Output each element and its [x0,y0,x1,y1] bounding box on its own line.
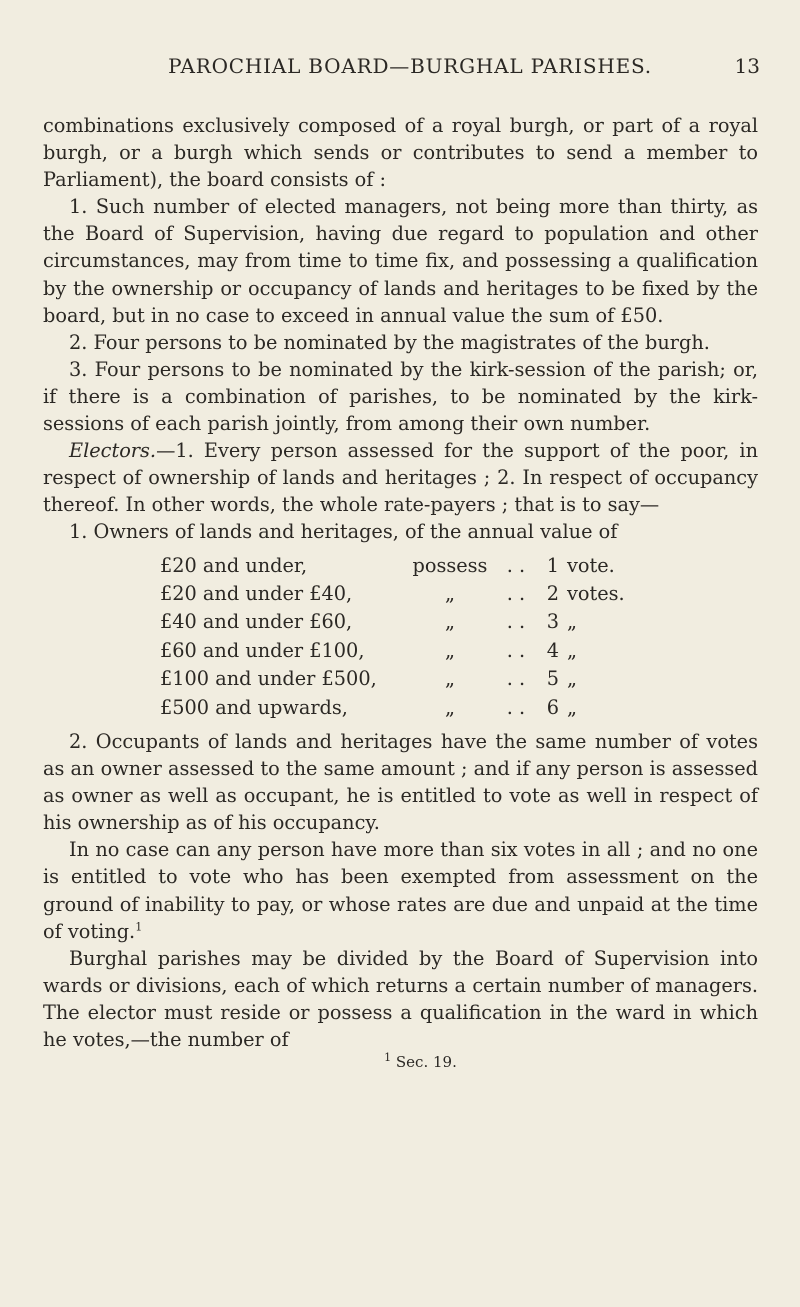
value-range: £60 and under £100, [160,638,365,662]
footnote-marker: 1 [384,1051,392,1065]
running-head [60,54,760,84]
ditto-mark: „ [567,695,577,719]
vote-count: 3 [546,610,559,634]
footnote-text: Sec. 19. [395,1053,457,1072]
vote-count: 4 [546,638,559,662]
ditto-mark: „ [445,581,455,605]
table-row [43,665,625,693]
six-votes-text: In no case can any person have more than six votes in all ; and no one is entitled to vote who has been exempted from assessment on the ground of inability to pay, or whose rates are due and unpaid at the time of voting. [43,838,758,943]
page-number: 13 [734,54,760,78]
running-title: PAROCHIAL BOARD—BURGHAL PARISHES. [168,54,652,78]
paragraph-six-votes [43,836,758,944]
leader-dots: . . [506,610,526,634]
vote-count: 6 [546,695,559,719]
leader-dots: . . [506,638,526,662]
body-text [43,112,758,1071]
vote-unit: votes. [567,581,625,605]
value-range: £500 and upwards, [160,695,348,719]
paragraph-electors [43,437,758,518]
ditto-mark: „ [567,610,577,634]
paragraph-magistrates: 2. Four persons to be nominated by the magistrates of the burgh. [69,330,710,354]
vote-unit: vote. [567,553,615,577]
value-range: £20 and under, [160,553,308,577]
ditto-mark: „ [567,667,577,691]
footnote-reference: 1 [135,920,143,934]
table-row [43,580,625,608]
electors-label: Electors. [69,439,157,463]
value-range: £20 and under £40, [160,581,353,605]
vote-count: 2 [546,581,559,605]
vote-scale-table [43,552,625,722]
ditto-mark: „ [445,638,455,662]
ditto-mark: „ [567,638,577,662]
table-row [43,608,625,636]
ditto-mark: „ [445,695,455,719]
table-row [43,637,625,665]
value-range: £100 and under £500, [160,667,377,691]
ditto-mark: „ [445,610,455,634]
ditto-mark: „ [445,667,455,691]
table-row [43,694,625,722]
verb: possess [412,553,488,577]
value-range: £40 and under £60, [160,610,353,634]
vote-count: 5 [546,667,559,691]
paragraph-combinations: combinations exclusively composed of a royal burgh, or part of a royal burgh, or a burgh which sends or contributes to send a member to Parliament), the board consists of : [43,114,758,192]
footnote [83,1053,758,1071]
leader-dots: . . [506,695,526,719]
paragraph-kirk-session: 3. Four persons to be nominated by the kirk-session of the parish; or, if there is a combination of parishes, to be nominated by the kirk-sessions of each parish jointly, from among their own number. [43,357,758,436]
table-row [43,552,625,580]
leader-dots: . . [506,667,526,691]
leader-dots: . . [506,553,526,577]
paragraph-wards: Burghal parishes may be divided by the Board of Supervision into wards or divisions, each of which returns a certain number of managers. The elector must reside or possess a qualification in the ward in which he votes,—the number of [43,946,758,1051]
paragraph-owners-intro: 1. Owners of lands and heritages, of the annual value of [69,520,618,544]
paragraph-occupants: 2. Occupants of lands and heritages have the same number of votes as an owner assessed to the same amount ; and if any person is assessed as owner as well as occupant, he is entitled to vote as well in respect of his ownership as of his occupancy. [43,729,758,835]
leader-dots: . . [506,581,526,605]
vote-count: 1 [546,553,559,577]
electors-text: —1. Every person assessed for the support of the poor, in respect of ownership of lands and heritages ; 2. In respect of occupancy thereof. In other words, the whole rate-payers ; that is to say— [43,439,758,517]
paragraph-elected-managers: 1. Such number of elected managers, not being more than thirty, as the Board of Supervision, having due regard to population and other circumstances, may from time to time fix, and possessing a qualification by the ownership or occupancy of lands and heritages to be fixed by the board, but in no case to exceed in annual value the sum of £50. [43,195,758,327]
